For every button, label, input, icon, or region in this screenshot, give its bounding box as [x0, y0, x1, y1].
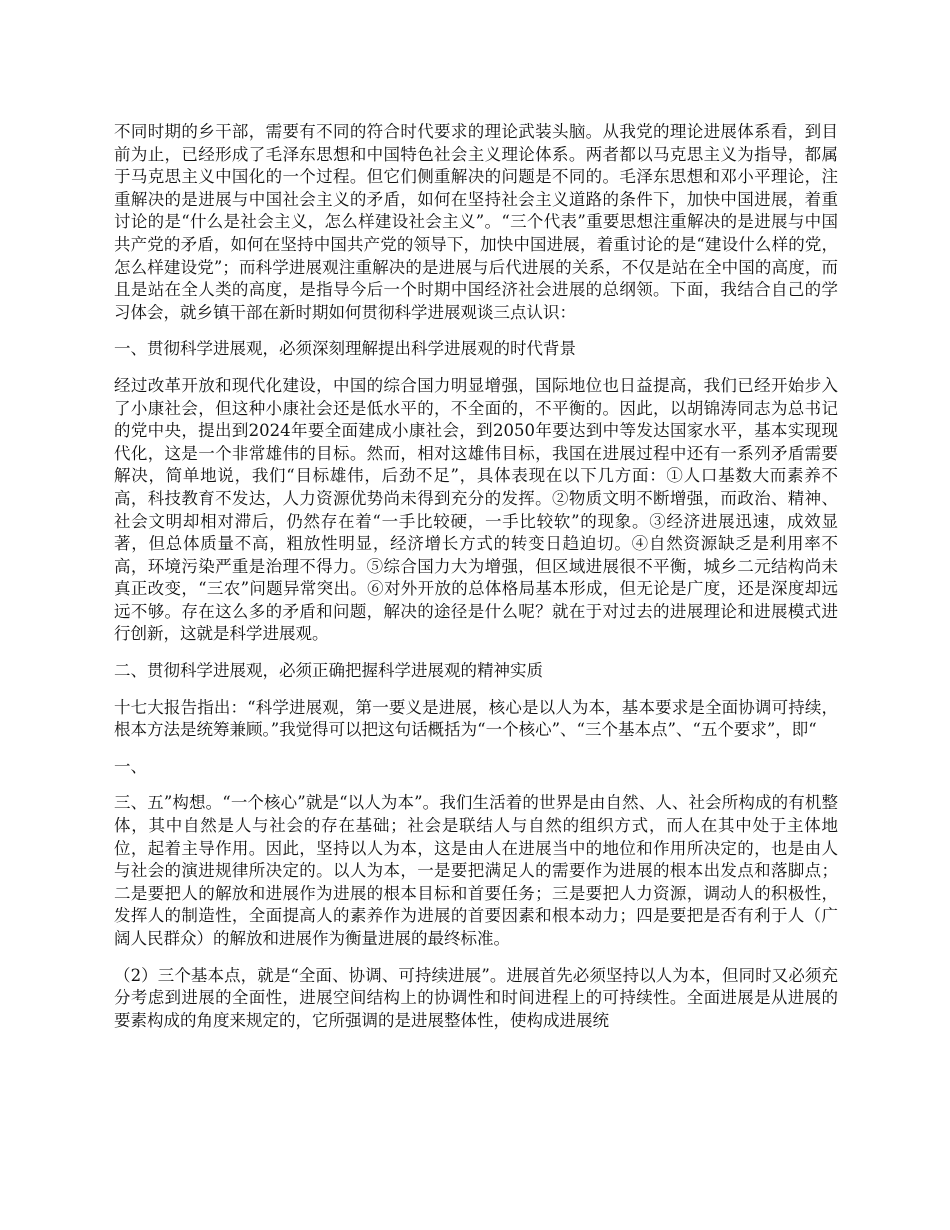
fragment-paragraph: 一、 — [114, 756, 147, 776]
core-concept-paragraph: 三、五”构想。“一个核心”就是“以人为本”。我们生活着的世界是由自然、人、社会所构成的有机整体，其中自然是人与社会的存在基础；社会是联结人与自然的组织方式，而人在其中处于主体地位，起着主导作用。因此，坚持以人为本，这是由人在进展当中的地位和作用所决定的，也是由人与社会的演进规律所决定的。以人为本，一是要把满足人的需要作为进展的根本出发点和落脚点；二是要把人的解放和进展作为进展的根本目标和首要任务；三是要把人力资源，调动人的积极性，发挥人的制造性，全面提高人的素养作为进展的首要因素和根本动力；四是要把是否有利于人（广阔人民群众）的解放和进展作为衡量进展的最终标准。 — [114, 793, 838, 948]
document-body — [114, 121, 838, 1046]
section-heading-2: 二、贯彻科学进展观，必须正确把握科学进展观的精神实质 — [114, 661, 543, 681]
report-quote-paragraph: 十七大报告指出：“科学进展观，第一要义是进展，核心是以人为本，基本要求是全面协调可持续，根本方法是统筹兼顾。”我觉得可以把这句话概括为“一个核心”、“三个基本点”、“五个要求”，即“ — [114, 697, 838, 740]
section-heading-1: 一、贯彻科学进展观，必须深刻理解提出科学进展观的时代背景 — [114, 339, 576, 359]
background-paragraph: 经过改革开放和现代化建设，中国的综合国力明显增强，国际地位也日益提高，我们已经开始步入了小康社会，但这种小康社会还是低水平的，不全面的，不平衡的。因此，以胡锦涛同志为总书记的党中央，提出到2024年要全面建成小康社会，到2050年要达到中等发达国家水平，基本实现现代化，这是一个非常雄伟的目标。然而，相对这雄伟目标，我国在进展过程中还有一系列矛盾需要解决，简单地说，我们“目标雄伟，后劲不足”，具体表现在以下几方面：①人口基数大而素养不高，科技教育不发达，人力资源优势尚未得到充分的发挥。②物质文明不断增强，而政治、精神、社会文明却相对滞后，仍然存在着“一手比较硬，一手比较软”的现象。③经济进展迅速，成效显著，但总体质量不高，粗放性明显，经济增长方式的转变日趋迫切。④自然资源缺乏是利用率不高，环境污染严重是治理不得力。⑤综合国力大为增强，但区域进展很不平衡，城乡二元结构尚未真正改变，“三农”问题异常突出。⑥对外开放的总体格局基本形成，但无论是广度，还是深度却远远不够。存在这么多的矛盾和问题，解决的途径是什么呢？就在于对过去的进展理论和进展模式进行创新，这就是科学进展观。 — [114, 375, 838, 644]
intro-paragraph: 不同时期的乡干部，需要有不同的符合时代要求的理论武装头脑。从我党的理论进展体系看，到目前为止，已经形成了毛泽东思想和中国特色社会主义理论体系。两者都以马克思主义为指导，都属于马克思主义中国化的一个过程。但它们侧重解决的问题是不同的。毛泽东思想和邓小平理论，注重解决的是进展与中国社会主义的矛盾，如何在坚持社会主义道路的条件下，加快中国进展，着重讨论的是“什么是社会主义，怎么样建设社会主义”。“三个代表”重要思想注重解决的是进展与中国共产党的矛盾，如何在坚持中国共产党的领导下，加快中国进展，着重讨论的是“建设什么样的党，怎么样建设党”；而科学进展观注重解决的是进展与后代进展的关系，不仅是站在全中国的高度，而且是站在全人类的高度，是指导今后一个时期中国经济社会进展的总纲领。下面，我结合自己的学习体会，就乡镇干部在新时期如何贯彻科学进展观谈三点认识： — [114, 122, 838, 322]
basic-points-paragraph: （2）三个基本点，就是“全面、协调、可持续进展”。进展首先必须坚持以人为本，但同时又必须充分考虑到进展的全面性，进展空间结构上的协调性和时间进程上的可持续性。全面进展是从进展的要素构成的角度来规定的，它所强调的是进展整体性，使构成进展统 — [114, 965, 838, 1030]
